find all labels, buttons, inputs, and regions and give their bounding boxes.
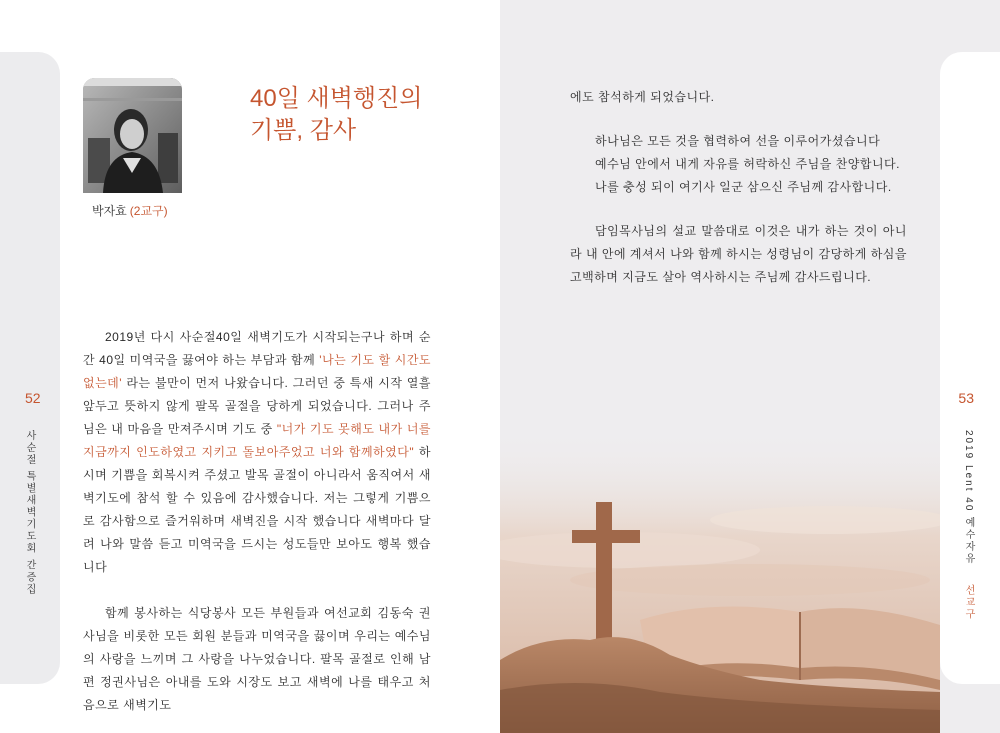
p1-highlight-2: "너가 기도 못해도 내가 너를 지금까지 인도하였고 지키고 돌보아주었고 너와 함께하였다" bbox=[83, 422, 432, 459]
right-p2-line-1: 하나님은 모든 것을 협력하여 선을 이루어가셨습니다 bbox=[595, 134, 881, 148]
author-name-text: 박자효 bbox=[92, 204, 127, 218]
title-line-1: 40일 새벽행진의 bbox=[250, 85, 423, 112]
left-body-text bbox=[83, 326, 431, 717]
paragraph-1 bbox=[83, 326, 431, 579]
author-name bbox=[92, 202, 168, 219]
p1-text-3: 하시며 기쁨을 회복시켜 주셨고 발목 골절이 아니라서 움직여서 새벽기도에 참석 할 수 있음에 감사했습니다. 저는 그렇게 기쁨으로 감사함으로 즐거워하며 새벽진을 시작 했습니다 새벽마다 달려 나와 말씀 듣고 미역국을 드시는 성도들만 보아도 행복 했습니다 bbox=[83, 445, 431, 574]
page-number-right: 53 bbox=[958, 390, 974, 406]
side-label-right bbox=[961, 430, 976, 621]
paragraph-2: 함께 봉사하는 식당봉사 모든 부원들과 여선교회 김동숙 권사님을 비롯한 모든 회원 분들과 미역국을 끓이며 우리는 예수님의 사랑을 느끼며 그 사랑을 나누었습니다. 팔목 골절로 인해 남편 정권사님은 아내를 도와 시장도 보고 새벽에 나를 태우고 처음으로 새벽기도 bbox=[83, 606, 431, 712]
right-p2-line-2: 예수님 안에서 내게 자유를 허락하신 주님을 찬양합니다. bbox=[595, 157, 900, 171]
p1-highlight-1: '나는 기도 할 시간도 없는데' bbox=[83, 353, 432, 390]
right-p2-line-3: 나를 충성 되이 여기사 일군 삼으신 주님께 감사합니다. bbox=[595, 180, 892, 194]
right-paragraph-3: 담임목사님의 설교 말씀대로 이것은 내가 하는 것이 아니라 내 안에 계셔서 나와 함께 하시는 성령님이 감당하게 하심을 고백하며 지금도 살아 역사하시는 주님께 감사드립니다. bbox=[570, 224, 907, 284]
cross-bible-illustration bbox=[500, 430, 940, 733]
title-line-2: 기쁨, 감사 bbox=[250, 117, 357, 144]
right-line-1: 에도 참석하게 되었습니다. bbox=[570, 90, 715, 104]
p1-text-2: 라는 불만이 먼저 나왔습니다. 그러던 중 특새 시작 열흘 앞두고 뜻하지 않게 팔목 골절을 당하게 되었습니다. 그러나 주님은 내 마음을 만져주시며 기도 중 bbox=[83, 376, 431, 436]
right-body-text bbox=[570, 86, 907, 289]
author-group: (2교구) bbox=[129, 204, 168, 218]
page-number-left: 52 bbox=[25, 390, 41, 406]
side-label-right-accent: 선교구 bbox=[963, 584, 974, 621]
author-photo bbox=[83, 78, 182, 193]
side-label-right-main: 2019 Lent 40 예수자유 bbox=[963, 430, 974, 566]
p1-text-1: 2019년 다시 사순절40일 새벽기도가 시작되는구나 하며 순간 40일 미역국을 끓여야 하는 부담과 함께 bbox=[83, 330, 431, 367]
article-title bbox=[250, 83, 422, 147]
side-label-left: 사순절 특별새벽기도회 간증집 bbox=[24, 430, 35, 596]
